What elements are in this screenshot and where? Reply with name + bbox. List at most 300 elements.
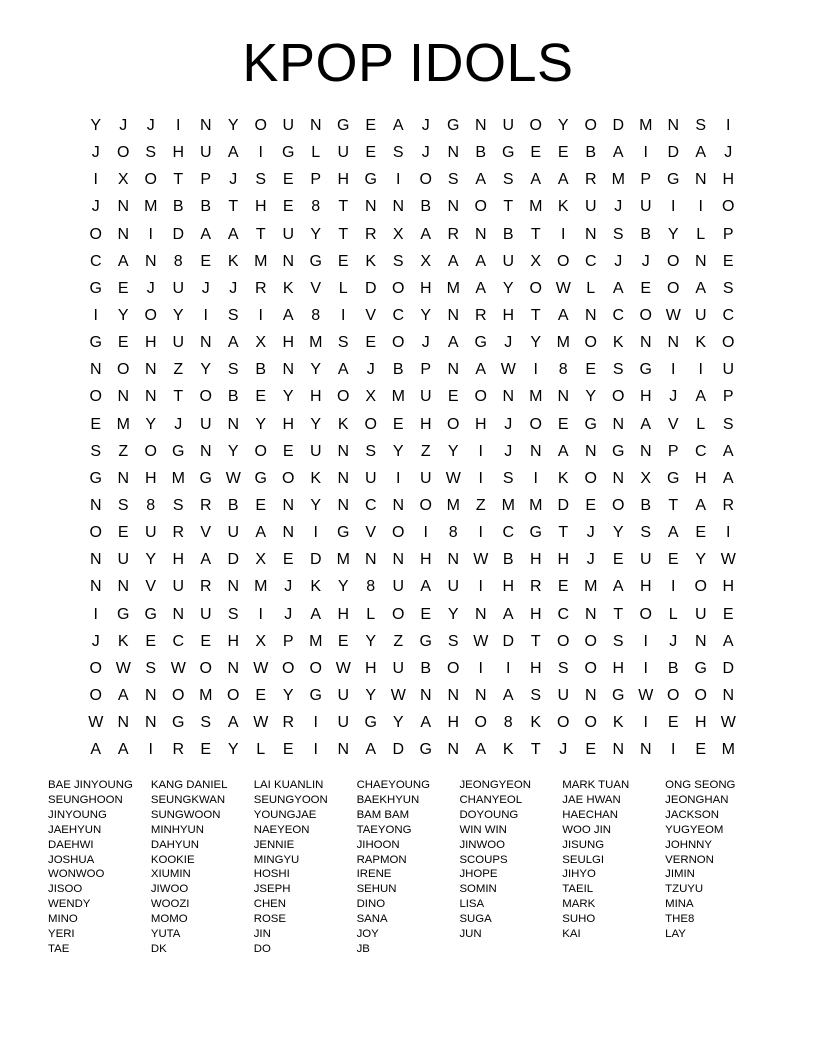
grid-letter: E (612, 551, 624, 569)
grid-letter: N (584, 306, 597, 324)
word-list (48, 778, 768, 957)
grid-letter: G (282, 144, 295, 162)
grid-letter: P (722, 225, 734, 243)
grid-letter: U (557, 686, 570, 704)
grid-letter: O (474, 198, 487, 216)
grid-letter: A (530, 171, 542, 189)
grid-letter: H (172, 144, 185, 162)
grid-letter: N (282, 496, 295, 514)
grid-letter: H (172, 551, 185, 569)
grid-letter: T (530, 225, 541, 243)
grid-letter: 8 (366, 578, 376, 596)
grid-letter: W (390, 686, 406, 704)
grid-letter: M (309, 632, 323, 650)
grid-letter: D (364, 279, 377, 297)
grid-letter: O (584, 714, 597, 732)
word-item: MARK TUAN (562, 779, 630, 791)
grid-letter: E (365, 117, 377, 134)
grid-letter: N (199, 117, 212, 134)
grid-letter: E (447, 388, 459, 406)
grid-letter: N (667, 334, 680, 352)
grid-letter: U (337, 714, 350, 732)
grid-letter: T (613, 605, 624, 623)
grid-letter: O (392, 279, 405, 297)
grid-letter: A (612, 578, 624, 596)
grid-letter: I (423, 524, 428, 542)
grid-letter: Y (145, 551, 157, 569)
grid-letter: D (502, 632, 515, 650)
grid-letter: A (227, 225, 239, 243)
word-item: THE8 (665, 913, 695, 926)
word-item: JAEHYUN (48, 823, 102, 836)
grid-letter: N (144, 388, 157, 406)
grid-letter: O (89, 388, 102, 406)
grid-letter: D (392, 741, 405, 759)
word-column (459, 778, 562, 957)
grid-letter: E (117, 279, 129, 297)
grid-row (82, 139, 742, 166)
grid-letter: N (337, 469, 350, 487)
grid-letter: H (254, 198, 267, 216)
grid-letter: C (722, 306, 735, 324)
grid-letter: M (391, 388, 405, 406)
grid-letter: O (172, 686, 185, 704)
word-item: BAEKHYUN (356, 793, 420, 806)
grid-letter: T (338, 225, 349, 243)
grid-letter: H (639, 388, 652, 406)
grid-letter: L (586, 279, 596, 297)
grid-letter: R (172, 524, 185, 542)
word-item: JIWOO (150, 883, 189, 896)
grid-letter: I (561, 225, 566, 243)
grid-row (82, 438, 742, 465)
grid-letter: J (421, 144, 430, 162)
word-item: SCOUPS (459, 853, 508, 866)
grid-letter: N (584, 225, 597, 243)
grid-letter: G (309, 252, 322, 270)
grid-letter: Y (392, 442, 404, 460)
word-item: JIN (253, 928, 271, 941)
grid-letter: D (309, 551, 322, 569)
grid-letter: N (337, 496, 350, 514)
word-item: WOOZI (150, 898, 190, 911)
word-item: DAEHWI (48, 838, 94, 851)
word-item: LAI KUANLIN (253, 779, 324, 791)
grid-letter: I (643, 714, 648, 732)
grid-letter: J (229, 171, 238, 189)
grid-row (82, 655, 742, 682)
grid-letter: A (557, 306, 569, 324)
grid-letter: M (721, 741, 735, 759)
grid-letter: R (282, 714, 295, 732)
word-item: JIMIN (665, 868, 695, 881)
grid-letter: W (720, 714, 736, 732)
word-item: JIHYO (562, 868, 596, 881)
grid-letter: N (447, 686, 460, 704)
grid-letter: X (530, 252, 542, 270)
word-column (357, 778, 460, 957)
grid-letter: O (447, 415, 460, 433)
grid-letter: W (473, 632, 489, 650)
grid-letter: G (612, 686, 625, 704)
grid-letter: U (502, 117, 515, 134)
grid-letter: J (174, 415, 183, 433)
grid-letter: P (200, 171, 212, 189)
word-item: DINO (356, 898, 386, 911)
grid-letter: R (584, 171, 597, 189)
grid-letter: A (227, 144, 239, 162)
grid-letter: O (254, 117, 267, 134)
grid-letter: N (227, 415, 240, 433)
grid-letter: J (559, 741, 568, 759)
grid-letter: K (612, 714, 624, 732)
grid-letter: N (117, 469, 130, 487)
grid-letter: H (282, 415, 295, 433)
grid-letter: N (227, 659, 240, 677)
grid-letter: O (667, 279, 680, 297)
grid-letter: D (172, 225, 185, 243)
grid-letter: O (144, 306, 157, 324)
grid-letter: E (282, 741, 294, 759)
grid-letter: N (144, 252, 157, 270)
grid-letter: L (668, 605, 678, 623)
grid-letter: H (612, 659, 625, 677)
grid-letter: I (313, 741, 318, 759)
grid-letter: J (669, 632, 678, 650)
grid-letter: U (227, 524, 240, 542)
grid-letter: N (392, 198, 405, 216)
grid-letter: B (502, 551, 514, 569)
grid-letter: C (172, 632, 185, 650)
word-item: HOSHI (253, 868, 290, 881)
grid-letter: Y (392, 714, 404, 732)
grid-letter: S (227, 361, 239, 379)
grid-letter: N (447, 551, 460, 569)
grid-letter: G (117, 605, 130, 623)
word-item: SEUNGHOON (48, 793, 123, 806)
grid-letter: A (255, 524, 267, 542)
grid-letter: N (144, 714, 157, 732)
grid-letter: S (612, 361, 624, 379)
word-column (562, 778, 665, 957)
grid-letter: I (396, 171, 401, 189)
grid-letter: S (612, 632, 624, 650)
grid-letter: I (643, 659, 648, 677)
grid-letter: I (93, 171, 98, 189)
grid-letter: I (396, 469, 401, 487)
word-item: JEONGYEON (459, 779, 531, 791)
grid-letter: A (337, 361, 349, 379)
grid-letter: O (282, 659, 295, 677)
grid-letter: N (144, 361, 157, 379)
grid-letter: O (667, 252, 680, 270)
grid-letter: N (474, 117, 487, 134)
grid-letter: N (447, 144, 460, 162)
grid-letter: R (254, 279, 267, 297)
word-item: CHEN (253, 898, 286, 911)
grid-letter: H (144, 469, 157, 487)
grid-letter: M (446, 279, 460, 297)
grid-letter: G (584, 415, 597, 433)
grid-row (82, 329, 742, 356)
grid-letter: W (170, 659, 186, 677)
grid-letter: N (474, 605, 487, 623)
grid-letter: S (227, 306, 239, 324)
grid-letter: E (722, 605, 734, 623)
grid-letter: B (640, 496, 652, 514)
grid-letter: B (255, 361, 267, 379)
grid-letter: L (696, 225, 706, 243)
word-item: WONWOO (48, 868, 105, 881)
grid-letter: A (475, 171, 487, 189)
grid-letter: N (282, 252, 295, 270)
word-item: SANA (356, 913, 388, 926)
word-item: SEUNGYOON (253, 793, 328, 806)
grid-letter: H (337, 171, 350, 189)
grid-letter: M (556, 334, 570, 352)
grid-letter: T (503, 198, 514, 216)
grid-letter: I (726, 524, 731, 542)
grid-letter: N (639, 741, 652, 759)
grid-row (82, 411, 742, 438)
grid-letter: U (419, 469, 432, 487)
grid-letter: J (201, 279, 210, 297)
word-item: KANG DANIEL (150, 779, 228, 791)
grid-letter: H (144, 334, 157, 352)
grid-letter: N (282, 361, 295, 379)
grid-letter: Y (502, 279, 514, 297)
grid-letter: M (584, 578, 598, 596)
grid-letter: O (309, 659, 322, 677)
grid-letter: Z (475, 496, 486, 514)
grid-letter: N (419, 686, 432, 704)
grid-letter: Y (90, 117, 102, 134)
grid-letter: G (309, 686, 322, 704)
grid-letter: I (93, 306, 98, 324)
grid-letter: G (447, 117, 460, 134)
grid-letter: N (694, 171, 707, 189)
grid-letter: I (258, 144, 263, 162)
grid-letter: W (500, 361, 516, 379)
word-item: JHOPE (459, 868, 498, 881)
grid-row (82, 193, 742, 220)
grid-letter: T (173, 171, 184, 189)
grid-letter: D (722, 659, 735, 677)
grid-letter: I (313, 714, 318, 732)
word-item: JUN (459, 928, 482, 941)
grid-row (82, 221, 742, 248)
word-item: JEONGHAN (665, 793, 729, 806)
word-item: JSEPH (253, 883, 291, 896)
grid-letter: O (254, 442, 267, 460)
word-item: YUGYEOM (665, 823, 724, 836)
grid-letter: I (176, 117, 181, 134)
grid-letter: K (365, 252, 377, 270)
grid-letter: Y (447, 605, 459, 623)
grid-letter: A (667, 524, 679, 542)
grid-letter: Y (557, 117, 569, 134)
grid-letter: E (255, 496, 267, 514)
grid-letter: K (282, 279, 294, 297)
grid-letter: H (529, 605, 542, 623)
grid-letter: C (584, 252, 597, 270)
grid-letter: N (392, 496, 405, 514)
grid-letter: Y (310, 415, 322, 433)
grid-letter: I (478, 524, 483, 542)
grid-letter: L (256, 741, 266, 759)
grid-letter: H (529, 551, 542, 569)
grid-letter: O (529, 117, 542, 134)
grid-letter: E (200, 741, 212, 759)
grid-letter: M (611, 171, 625, 189)
grid-letter: N (447, 306, 460, 324)
grid-letter: E (585, 741, 597, 759)
grid-letter: I (258, 306, 263, 324)
grid-letter: R (447, 225, 460, 243)
grid-letter: U (639, 198, 652, 216)
grid-letter: B (200, 198, 212, 216)
grid-letter: E (640, 279, 652, 297)
grid-letter: Y (365, 632, 377, 650)
grid-letter: Y (117, 306, 129, 324)
grid-letter: E (255, 686, 267, 704)
grid-letter: R (364, 225, 377, 243)
grid-letter: M (529, 388, 543, 406)
word-item: TAE (48, 942, 70, 955)
grid-letter: S (227, 605, 239, 623)
grid-letter: N (199, 334, 212, 352)
word-item: XIUMIN (150, 868, 191, 881)
grid-letter: G (199, 469, 212, 487)
grid-letter: M (639, 117, 653, 134)
grid-letter: O (694, 686, 707, 704)
letter-grid (82, 112, 742, 763)
grid-letter: K (310, 469, 322, 487)
grid-row (82, 383, 742, 410)
grid-letter: J (586, 551, 595, 569)
grid-letter: E (557, 415, 569, 433)
grid-letter: N (117, 714, 130, 732)
grid-letter: N (392, 551, 405, 569)
grid-letter: 8 (448, 524, 458, 542)
grid-letter: J (366, 361, 375, 379)
grid-letter: H (419, 551, 432, 569)
grid-letter: I (258, 605, 263, 623)
grid-letter: L (338, 279, 348, 297)
grid-letter: Y (447, 442, 459, 460)
grid-letter: A (117, 741, 129, 759)
grid-letter: C (694, 442, 707, 460)
grid-letter: Y (310, 225, 322, 243)
grid-row (82, 302, 742, 329)
grid-letter: O (117, 361, 130, 379)
grid-letter: E (530, 144, 542, 162)
grid-letter: U (199, 605, 212, 623)
grid-letter: U (447, 578, 460, 596)
grid-letter: I (533, 469, 538, 487)
grid-row (82, 519, 742, 546)
grid-letter: A (392, 117, 404, 134)
grid-letter: J (146, 117, 155, 134)
grid-letter: O (584, 334, 597, 352)
grid-letter: E (722, 252, 734, 270)
grid-letter: N (447, 198, 460, 216)
grid-letter: X (255, 551, 267, 569)
word-item: JISOO (48, 883, 83, 896)
grid-letter: C (392, 306, 405, 324)
grid-letter: R (722, 496, 735, 514)
grid-letter: O (117, 144, 130, 162)
grid-letter: S (502, 171, 514, 189)
grid-letter: E (282, 551, 294, 569)
grid-letter: I (726, 117, 731, 134)
grid-letter: O (199, 659, 212, 677)
grid-letter: E (585, 496, 597, 514)
grid-letter: G (364, 171, 377, 189)
grid-letter: N (117, 578, 130, 596)
grid-letter: 8 (558, 361, 568, 379)
word-item: ONG SEONG (665, 779, 736, 791)
grid-letter: E (667, 714, 679, 732)
grid-letter: E (695, 524, 707, 542)
grid-letter: N (309, 117, 322, 134)
grid-letter: A (200, 551, 212, 569)
grid-letter: A (557, 442, 569, 460)
word-item: JOHNNY (665, 838, 712, 851)
word-item: MINHYUN (150, 823, 205, 836)
grid-letter: P (420, 361, 432, 379)
grid-letter: G (172, 442, 185, 460)
grid-letter: M (254, 578, 268, 596)
word-item: CHAEYOUNG (356, 779, 430, 791)
grid-letter: K (557, 198, 569, 216)
grid-letter: R (529, 578, 542, 596)
grid-letter: C (89, 252, 102, 270)
grid-letter: J (669, 388, 678, 406)
grid-letter: I (478, 659, 483, 677)
grid-letter: J (119, 117, 128, 134)
grid-letter: X (255, 632, 267, 650)
grid-letter: U (199, 415, 212, 433)
grid-letter: N (584, 686, 597, 704)
word-item: JENNIE (253, 838, 295, 851)
grid-letter: G (639, 361, 652, 379)
grid-letter: A (722, 632, 734, 650)
grid-letter: W (225, 469, 241, 487)
grid-letter: T (530, 741, 541, 759)
word-item: WIN WIN (459, 823, 507, 836)
grid-letter: E (145, 632, 157, 650)
grid-letter: N (612, 469, 625, 487)
grid-letter: 8 (311, 198, 321, 216)
grid-letter: B (420, 659, 432, 677)
grid-letter: G (667, 171, 680, 189)
grid-letter: J (146, 279, 155, 297)
grid-letter: Y (530, 334, 542, 352)
grid-letter: J (641, 252, 650, 270)
grid-letter: N (667, 117, 680, 134)
word-item: TAEYONG (356, 823, 412, 836)
grid-letter: O (89, 524, 102, 542)
grid-letter: I (671, 578, 676, 596)
grid-letter: S (557, 659, 569, 677)
grid-letter: J (724, 144, 733, 162)
grid-letter: O (722, 198, 735, 216)
grid-letter: E (337, 632, 349, 650)
grid-letter: O (89, 686, 102, 704)
grid-letter: T (668, 496, 679, 514)
grid-letter: W (555, 279, 571, 297)
